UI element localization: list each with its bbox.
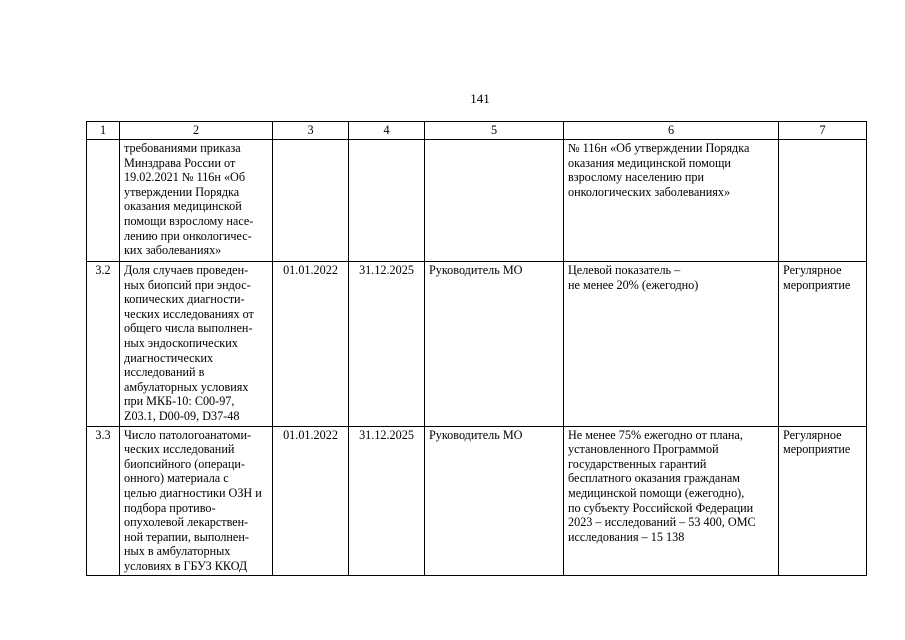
table-row: [87, 426, 867, 576]
measure-type: Регулярное мероприятие: [779, 426, 867, 576]
row-number: 3.2: [87, 262, 120, 427]
column-number: 5: [425, 122, 564, 140]
measure-type: [779, 140, 867, 262]
start-date: 01.01.2022: [273, 262, 349, 427]
responsible: Руководитель МО: [425, 262, 564, 427]
column-number: 1: [87, 122, 120, 140]
end-date: [349, 140, 425, 262]
responsible: [425, 140, 564, 262]
responsible: Руководитель МО: [425, 426, 564, 576]
row-number: [87, 140, 120, 262]
end-date: 31.12.2025: [349, 262, 425, 427]
start-date: 01.01.2022: [273, 426, 349, 576]
end-date: 31.12.2025: [349, 426, 425, 576]
page-number: 141: [470, 91, 490, 106]
indicator: Не менее 75% ежегодно от плана, установленного Программой государственных гарантий бесплатного оказания гражданам медицинской помощи (ежегодно), по субъекту Российской Федерации 2023 – исследований – 53 400, ОМС исследования – 15 138: [564, 426, 779, 576]
indicator: № 116н «Об утверждении Порядка оказания медицинской помощи взрослому населению при онкологических заболеваниях»: [564, 140, 779, 262]
start-date: [273, 140, 349, 262]
plan-table: [86, 121, 867, 576]
column-number: 7: [779, 122, 867, 140]
column-number: 3: [273, 122, 349, 140]
indicator: Целевой показатель – не менее 20% (ежегодно): [564, 262, 779, 427]
table-row: [87, 262, 867, 427]
measure-type: Регулярное мероприятие: [779, 262, 867, 427]
measure-name: Число патологоанатоми- ческих исследований биопсийного (операци- онного) материала с целью диагностики ОЗН и подбора противо- опухолевой лекарствен- ной терапии, выполнен- ных в амбулаторных условиях в ГБУЗ ККОД: [120, 426, 273, 576]
measure-name: требованиями приказа Минздрава России от 19.02.2021 № 116н «Об утверждении Порядка оказания медицинской помощи взрослому насе- лению при онкологичес- ких заболеваниях»: [120, 140, 273, 262]
column-number: 4: [349, 122, 425, 140]
column-number: 6: [564, 122, 779, 140]
row-number: 3.3: [87, 426, 120, 576]
column-number: 2: [120, 122, 273, 140]
column-number-row: [87, 122, 867, 140]
measure-name: Доля случаев проведен- ных биопсий при эндос- копических диагности- ческих исследованиях от общего числа выполнен- ных эндоскопических диагностических исследований в амбулаторных условиях при МКБ-10: C00-97, Z03.1, D00-09, D37-48: [120, 262, 273, 427]
table-row: [87, 140, 867, 262]
